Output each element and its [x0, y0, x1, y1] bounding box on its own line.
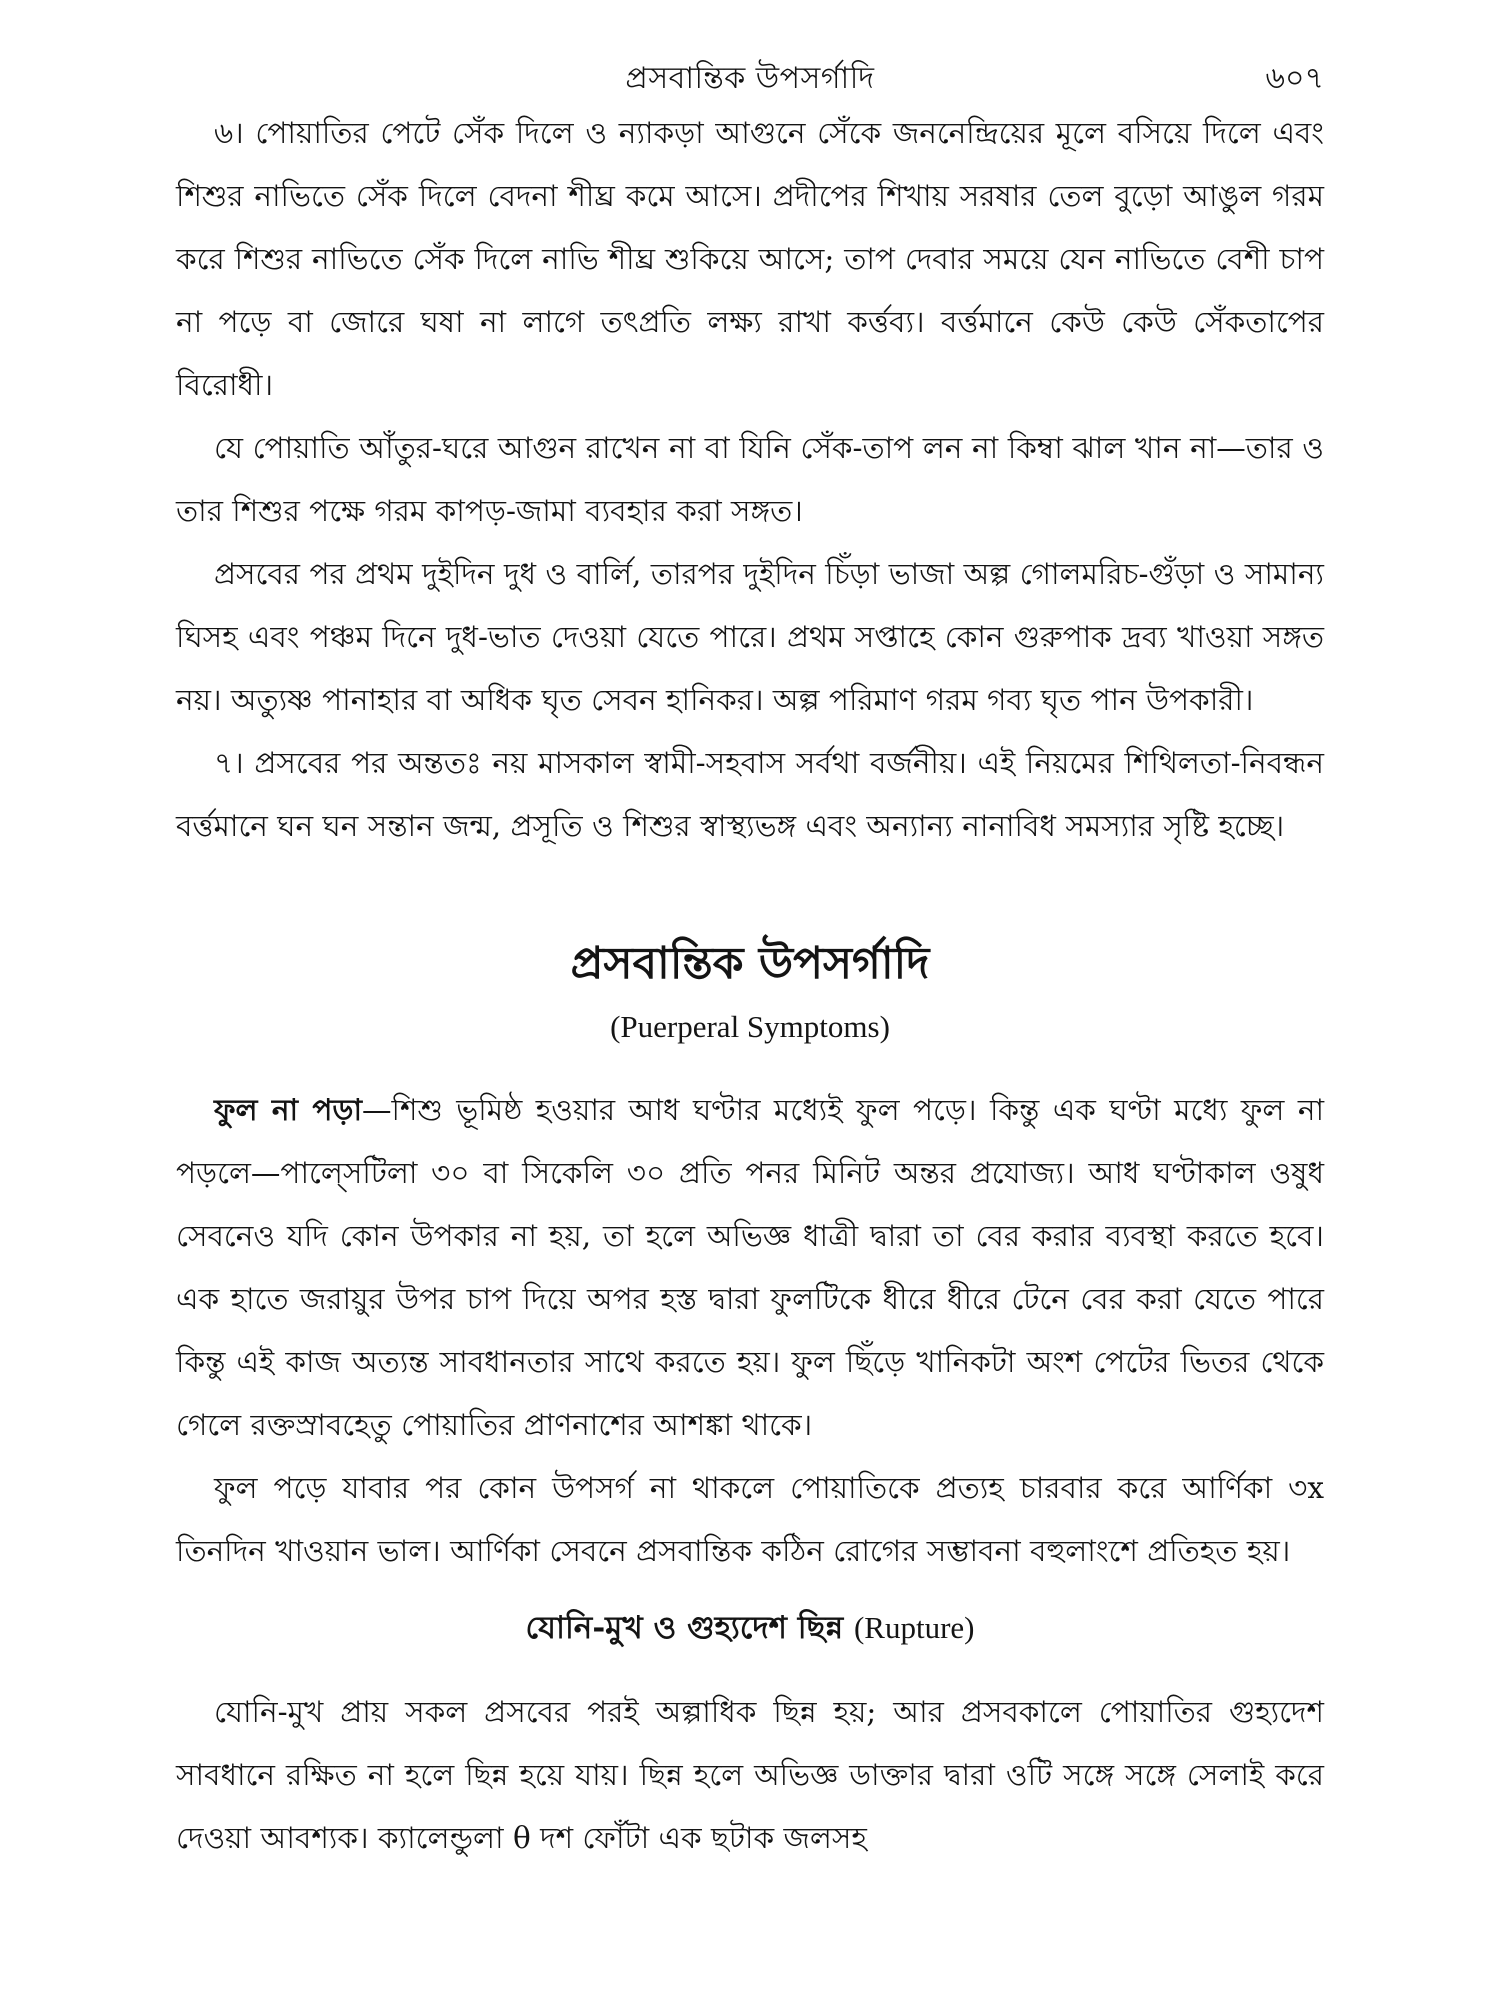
- paragraph-diet: প্রসবের পর প্রথম দুইদিন দুধ ও বার্লি, তারপর দুইদিন চিঁড়া ভাজা অল্প গোলমরিচ-গুঁড়া ও সামান্য ঘিসহ এবং পঞ্চম দিনে দুধ-ভাত দেওয়া যেতে পারে। প্রথম সপ্তাহে কোন গুরুপাক দ্রব্য খাওয়া সঙ্গত নয়। অত্যুষ্ণ পানাহার বা অধিক ঘৃত সেবন হানিকর। অল্প পরিমাণ গরম গব্য ঘৃত পান উপকারী।: [176, 557, 1324, 717]
- paragraph-rupture: যোনি-মুখ প্রায় সকল প্রসবের পরই অল্পাধিক ছিন্ন হয়; আর প্রসবকালে পোয়াতির গুহ্যদেশ সাবধানে রক্ষিত না হলে ছিন্ন হয়ে যায়। ছিন্ন হলে অভিজ্ঞ ডাক্তার দ্বারা ওটি সঙ্গে সঙ্গে সেলাই করে দেওয়া আবশ্যক। ক্যালেন্ডুলা θ দশ ফোঁটা এক ছটাক জলসহ: [176, 1695, 1324, 1855]
- book-page: [176, 40, 1324, 1870]
- paragraph-placenta-text: —শিশু ভূমিষ্ঠ হওয়ার আধ ঘণ্টার মধ্যেই ফুল পড়ে। কিন্তু এক ঘণ্টা মধ্যে ফুল না পড়লে—পাল্সেটিলা ৩০ বা সিকেলি ৩০ প্রতি পনর মিনিট অন্তর প্রযোজ্য। আধ ঘণ্টাকাল ওষুধ সেবনেও যদি কোন উপকার না হয়, তা হলে অভিজ্ঞ ধাত্রী দ্বারা তা বের করার ব্যবস্থা করতে হবে। এক হাতে জরায়ুর উপর চাপ দিয়ে অপর হস্ত দ্বারা ফুলটিকে ধীরে ধীরে টেনে বের করা যেতে পারে কিন্তু এই কাজ অত্যন্ত সাবধানতার সাথে করতে হয়। ফুল ছিঁড়ে খানিকটা অংশ পেটের ভিতর থেকে গেলে রক্তস্রাবহেতু পোয়াতির প্রাণনাশের আশঙ্কা থাকে।: [176, 1093, 1325, 1442]
- section-title: প্রসবান্তিক উপসর্গাদি: [570, 938, 930, 989]
- subsection-title-bengali: যোনি-মুখ ও গুহ্যদেশ ছিন্ন: [525, 1610, 844, 1646]
- running-title: প্রসবান্তিক উপসর্গাদি: [625, 61, 875, 96]
- paragraph-heat-treatment: ৬। পোয়াতির পেটে সেঁক দিলে ও ন্যাকড়া আগুনে সেঁকে জননেন্দ্রিয়ের মূলে বসিয়ে দিলে এবং শিশুর নাভিতে সেঁক দিলে বেদনা শীঘ্র কমে আসে। প্রদীপের শিখায় সরষার তেল বুড়ো আঙুল গরম করে শিশুর নাভিতে সেঁক দিলে নাভি শীঘ্র শুকিয়ে আসে; তাপ দেবার সময়ে যেন নাভিতে বেশী চাপ না পড়ে বা জোরে ঘষা না লাগে তৎপ্রতি লক্ষ্য রাখা কর্ত্তব্য। বর্ত্তমানে কেউ কেউ সেঁকতাপের বিরোধী।: [176, 116, 1324, 402]
- paragraph-warm-clothing: যে পোয়াতি আঁতুর-ঘরে আগুন রাখেন না বা যিনি সেঁক-তাপ লন না কিম্বা ঝাল খান না—তার ও তার শিশুর পক্ষে গরম কাপড়-জামা ব্যবহার করা সঙ্গত।: [176, 431, 1324, 528]
- page-number: ৬০৭: [1265, 61, 1324, 96]
- paragraph-abstinence: ৭। প্রসবের পর অন্ততঃ নয় মাসকাল স্বামী-সহবাস সর্বথা বর্জনীয়। এই নিয়মের শিথিলতা-নিবন্ধন বর্ত্তমানে ঘন ঘন সন্তান জন্ম, প্রসূতি ও শিশুর স্বাস্থ্যভঙ্গ এবং অন্যান্য নানাবিধ সমস্যার সৃষ্টি হচ্ছে।: [176, 746, 1324, 843]
- paragraph-placenta-retention: [176, 1078, 1324, 1457]
- subsection-title-english: (Rupture): [853, 1610, 975, 1645]
- running-header: [176, 40, 1324, 102]
- section-subtitle: (Puerperal Symptoms): [610, 1009, 890, 1044]
- paragraph-lead-term: ফুল না পড়া: [214, 1092, 363, 1127]
- subsection-heading: [176, 1597, 1324, 1659]
- section-spacer: [176, 858, 1324, 918]
- paragraph-arnica: ফুল পড়ে যাবার পর কোন উপসর্গ না থাকলে পোয়াতিকে প্রত্যহ চারবার করে আর্ণিকা ৩x তিনদিন খাওয়ান ভাল। আর্ণিকা সেবনে প্রসবান্তিক কঠিন রোগের সম্ভাবনা বহুলাংশে প্রতিহত হয়।: [176, 1471, 1324, 1568]
